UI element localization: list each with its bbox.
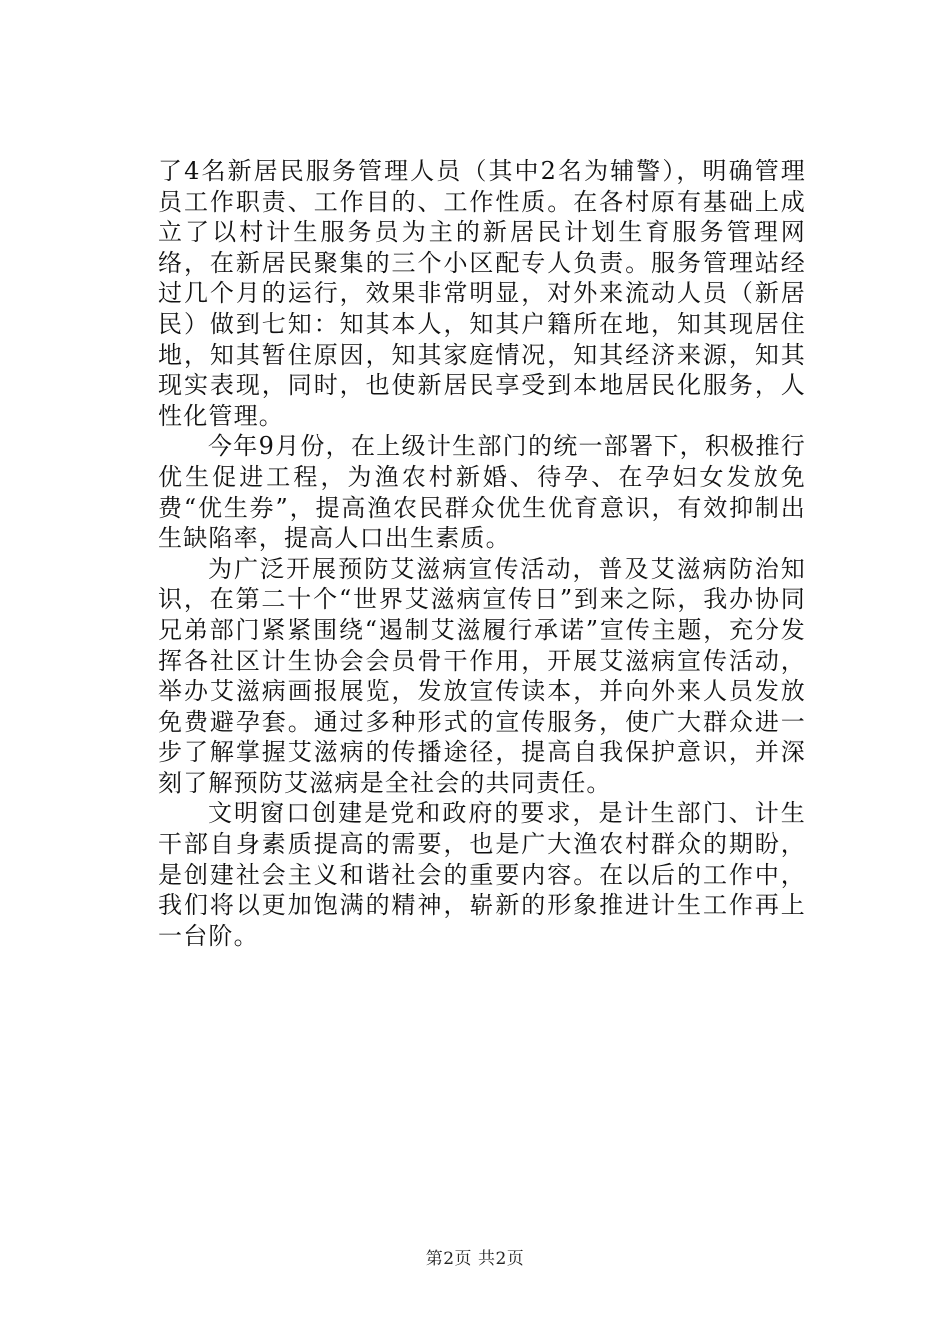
paragraph-continuation: 了4名新居民服务管理人员（其中2名为辅警），明确管理员工作职责、工作目的、工作性质。在各村原有基础上成立了以村计生服务员为主的新居民计划生育服务管理网络，在新居民聚集的三个小区配专人负责。服务管理站经过几个月的运行，效果非常明显，对外来流动人员（新居民）做到七知：知其本人，知其户籍所在地，知其现居住地，知其暂住原因，知其家庭情况，知其经济来源，知其现实表现，同时，也使新居民享受到本地居民化服务，人性化管理。 xyxy=(158,157,806,430)
paragraph-eugenics: 今年9月份，在上级计生部门的统一部署下，积极推行优生促进工程，为渔农村新婚、待孕、在孕妇女发放免费“优生券”，提高渔农民群众优生优育意识，有效抑制出生缺陷率，提高人口出生素质。 xyxy=(158,432,806,553)
document-body xyxy=(158,156,806,951)
paragraph-aids-campaign: 为广泛开展预防艾滋病宣传活动，普及艾滋病防治知识，在第二十个“世界艾滋病宣传日”到来之际，我办协同兄弟部门紧紧围绕“遏制艾滋履行承诺”宣传主题，充分发挥各社区计生协会会员骨干作用，开展艾滋病宣传活动，举办艾滋病画报展览，发放宣传读本，并向外来人员发放免费避孕套。通过多种形式的宣传服务，使广大群众进一步了解掌握艾滋病的传播途径，提高自我保护意识，并深刻了解预防艾滋病是全社会的共同责任。 xyxy=(158,554,806,797)
paragraph-civilized-window: 文明窗口创建是党和政府的要求，是计生部门、计生干部自身素质提高的需要，也是广大渔农村群众的期盼，是创建社会主义和谐社会的重要内容。在以后的工作中，我们将以更加饱满的精神，崭新的形象推进计生工作再上一台阶。 xyxy=(158,799,806,950)
page-footer: 第2页 共2页 xyxy=(425,1249,525,1269)
